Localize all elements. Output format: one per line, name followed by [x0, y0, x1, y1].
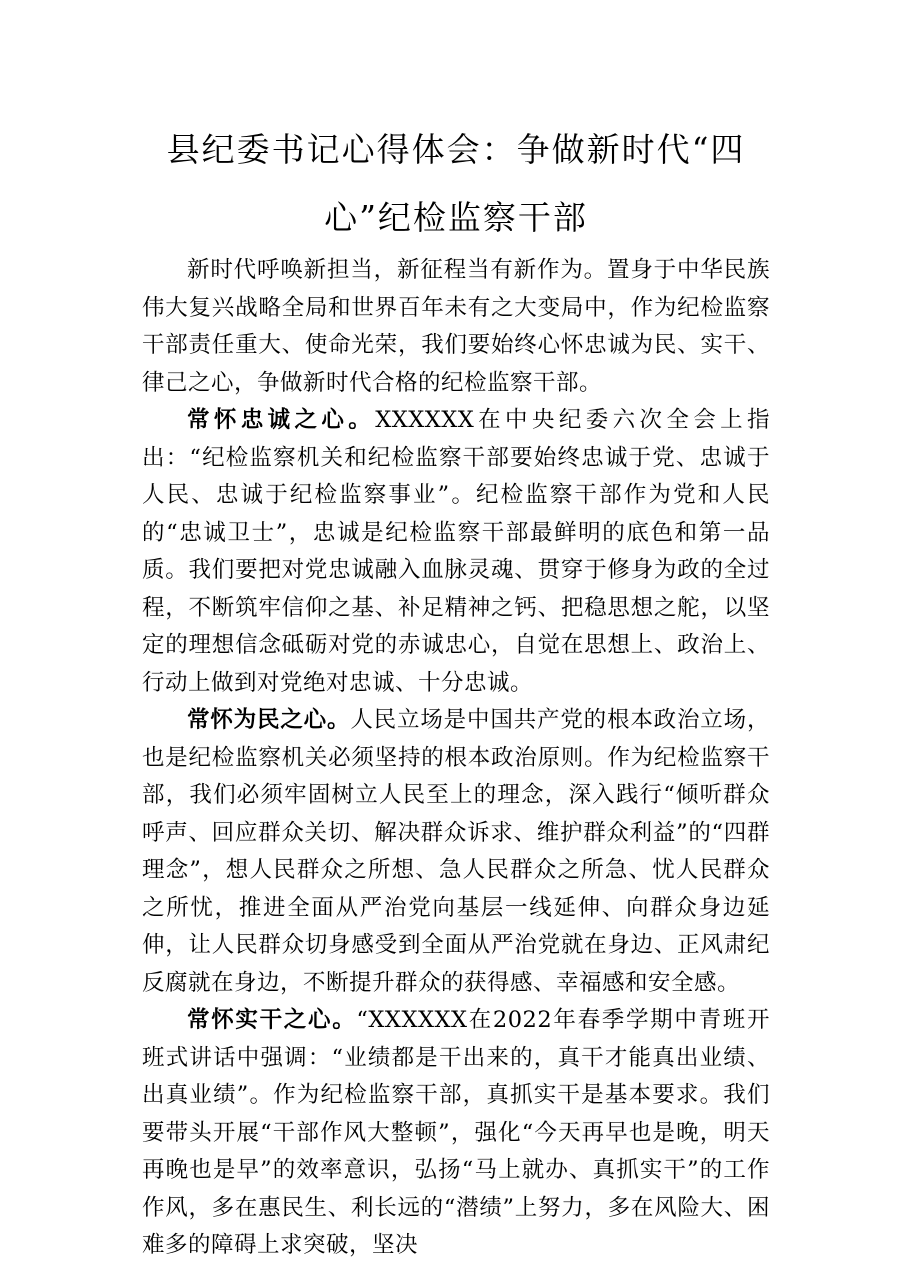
paragraph-heading: 常怀实干之心。: [187, 1007, 357, 1033]
people-paragraph: [142, 702, 770, 1002]
practical-paragraph: [142, 1002, 770, 1265]
paragraph-heading: 常怀为民之心。: [187, 707, 351, 733]
title-line-1: 县纪委书记心得体会：争做新时代“四: [166, 130, 746, 169]
document-title: [142, 116, 770, 252]
title-line-2: 心”纪检监察干部: [324, 198, 588, 237]
paragraph-text: 新时代呼唤新担当，新征程当有新作为。置身于中华民族伟大复兴战略全局和世界百年未有之大变局中，作为纪检监察干部责任重大、使命光荣，我们要始终心怀忠诚为民、实干、律己之心，争做新时代合格的纪检监察干部。: [142, 257, 770, 396]
paragraph-text: XXXXXX在中央纪委六次全会上指出：“纪检监察机关和纪检监察干部要始终忠诚于党、忠诚于人民、忠诚于纪检监察事业”。纪检监察干部作为党和人民的“忠诚卫士”，忠诚是纪检监察干部最鲜明的底色和第一品质。我们要把对党忠诚融入血脉灵魂、贯穿于修身为政的全过程，不断筑牢信仰之基、补足精神之钙、把稳思想之舵，以坚定的理想信念砥砺对党的赤诚忠心，自觉在思想上、政治上、行动上做到对党绝对忠诚、十分忠诚。: [142, 407, 770, 696]
intro-paragraph: [142, 252, 770, 402]
document-page: [142, 116, 770, 1265]
paragraph-text: “XXXXXX在2022年春季学期中青班开班式讲话中强调：“业绩都是干出来的，真干才能真出业绩、出真业绩”。作为纪检监察干部，真抓实干是基本要求。我们要带头开展“干部作风大整顿”，强化“今天再早也是晚，明天再晚也是早”的效率意识，弘扬“马上就办、真抓实干”的工作作风，多在惠民生、利长远的“潜绩”上努力，多在风险大、困难多的障碍上求突破，坚决: [142, 1007, 770, 1258]
paragraph-heading: 常怀忠诚之心。: [187, 407, 376, 433]
paragraph-text: 人民立场是中国共产党的根本政治立场，也是纪检监察机关必须坚持的根本政治原则。作为纪检监察干部，我们必须牢固树立人民至上的理念，深入践行“倾听群众呼声、回应群众关切、解决群众诉求、维护群众利益”的“四群理念”，想人民群众之所想、急人民群众之所急、忧人民群众之所忧，推进全面从严治党向基层一线延伸、向群众身边延伸，让人民群众切身感受到全面从严治党就在身边、正风肃纪反腐就在身边，不断提升群众的获得感、幸福感和安全感。: [142, 707, 770, 996]
loyalty-paragraph: [142, 402, 770, 702]
